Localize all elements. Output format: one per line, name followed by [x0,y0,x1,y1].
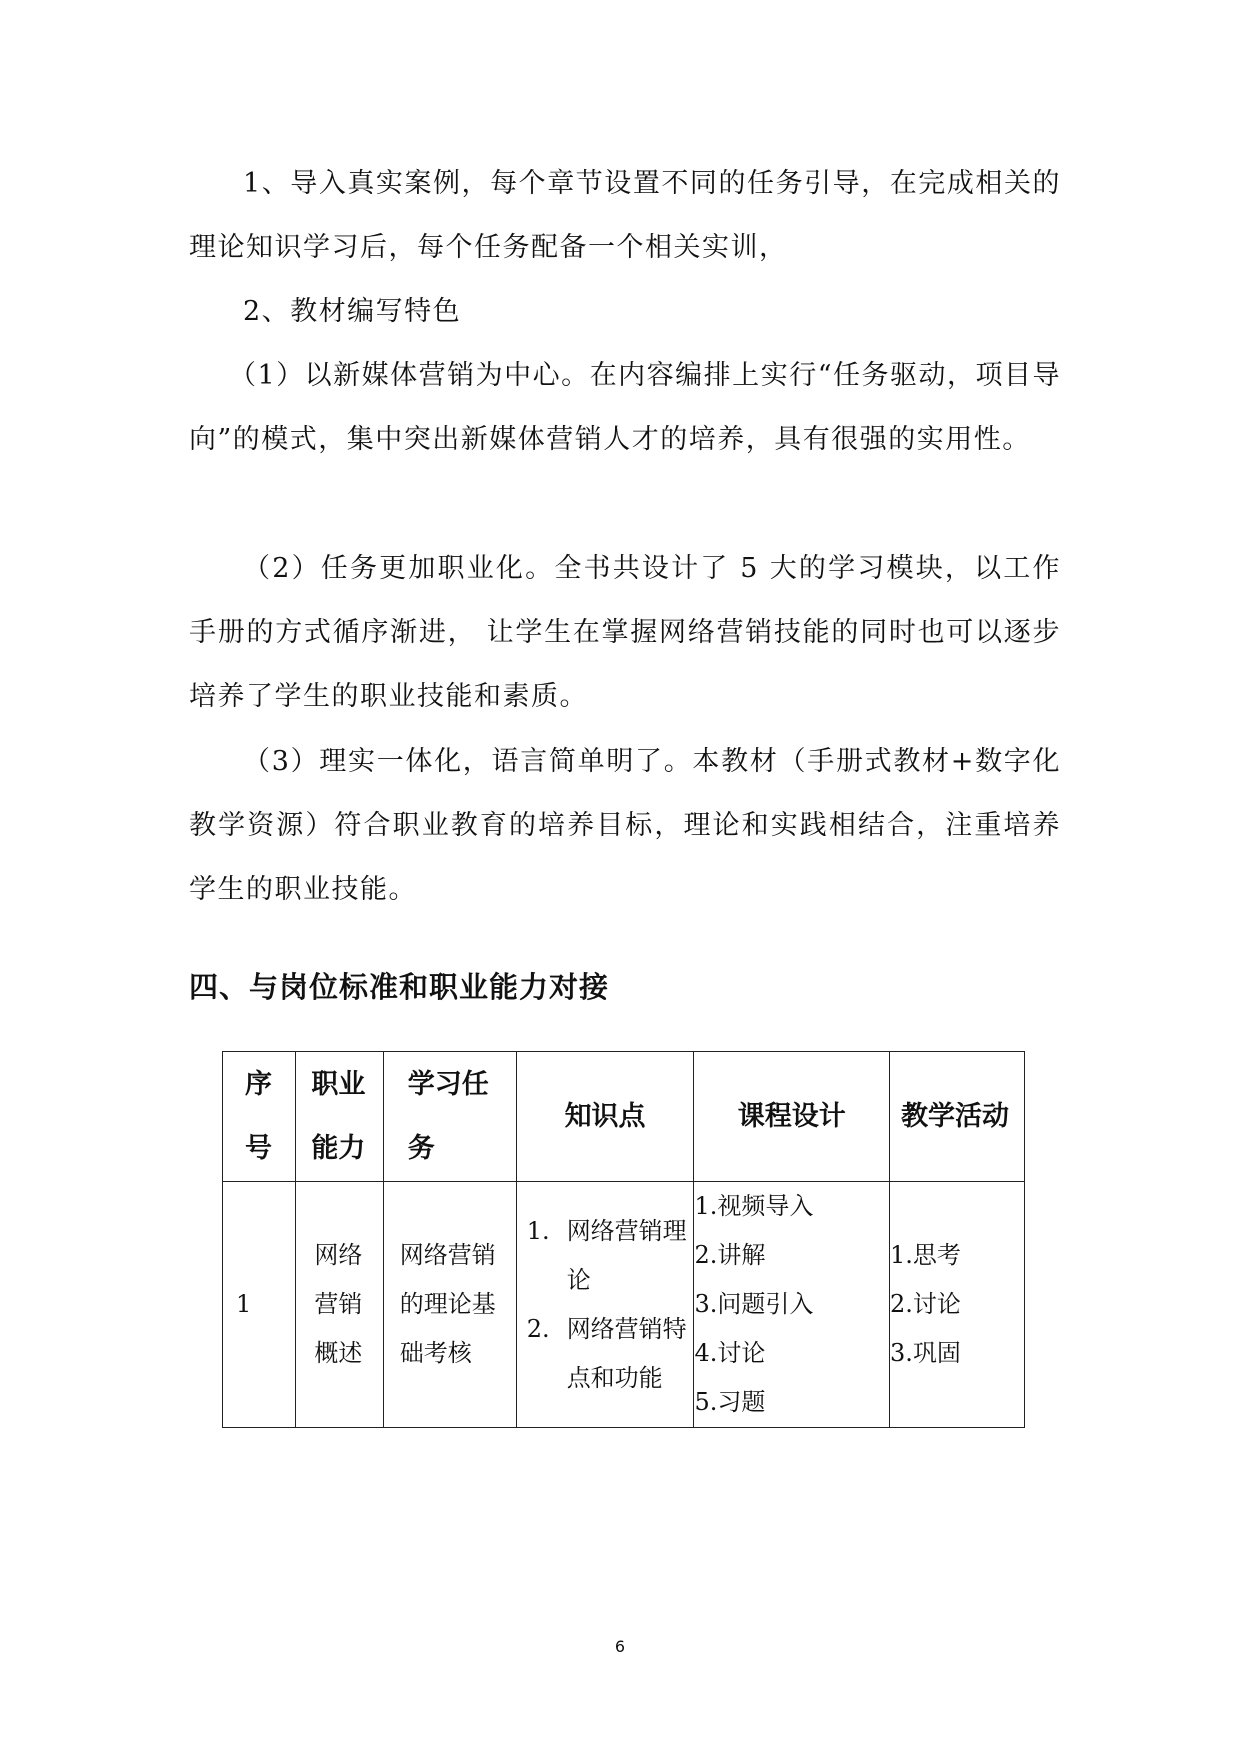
paragraph-feature-1: （1）以新媒体营销为中心。在内容编排上实行“任务驱动，项目导向”的模式，集中突出新媒体营销人才的培养，具有很强的实用性。 [189,360,1061,455]
list-item: 2.讨论 [890,1290,961,1318]
cell-design [694,1182,890,1428]
list-item: 1.思考 [890,1241,961,1269]
cell-activities [890,1182,1025,1428]
table-header-row [223,1052,1025,1182]
header-cell-design: 课程设计 [694,1052,890,1182]
header-cell-ability: 职业能力 [295,1052,383,1182]
list-item: 1. 网络营销理论 [526,1216,687,1294]
page-number: 6 [614,1637,626,1656]
cell-task: 网络营销的理论基础考核 [383,1182,516,1428]
cell-knowledge [516,1182,694,1428]
competency-table [222,1051,1025,1428]
list-item: 3.问题引入 [694,1290,814,1318]
list-item: 2. 网络营销特点和功能 [526,1314,687,1392]
table-row [223,1182,1025,1428]
paragraph-features-title: 2、教材编写特色 [243,296,462,327]
list-item: 3.巩固 [890,1339,961,1367]
list-item: 1.视频导入 [694,1192,814,1220]
list-item: 2.讲解 [694,1241,766,1269]
header-cell-knowledge: 知识点 [516,1052,694,1182]
header-cell-activities: 教学活动 [890,1052,1025,1182]
cell-ability: 网络营销概述 [295,1182,383,1428]
section-heading: 四、与岗位标准和职业能力对接 [189,970,610,1004]
cell-number: 1 [223,1182,296,1428]
paragraph-feature-2: （2）任务更加职业化。全书共设计了 5 大的学习模块，以工作手册的方式循序渐进， 让学生在掌握网络营销技能的同时也可以逐步培养了学生的职业技能和素质。 [189,553,1061,712]
knowledge-list [517,1207,694,1403]
header-cell-number: 序号 [223,1052,296,1182]
paragraph-feature-3: （3）理实一体化，语言简单明了。本教材（手册式教材+数字化教学资源）符合职业教育的培养目标，理论和实践相结合，注重培养学生的职业技能。 [189,746,1061,905]
header-cell-task: 学习任务 [383,1052,516,1182]
list-item: 5.习题 [694,1388,766,1416]
list-item: 4.讨论 [694,1339,766,1367]
paragraph-case-intro: 1、导入真实案例，每个章节设置不同的任务引导，在完成相关的理论知识学习后，每个任务配备一个相关实训， [189,168,1061,263]
